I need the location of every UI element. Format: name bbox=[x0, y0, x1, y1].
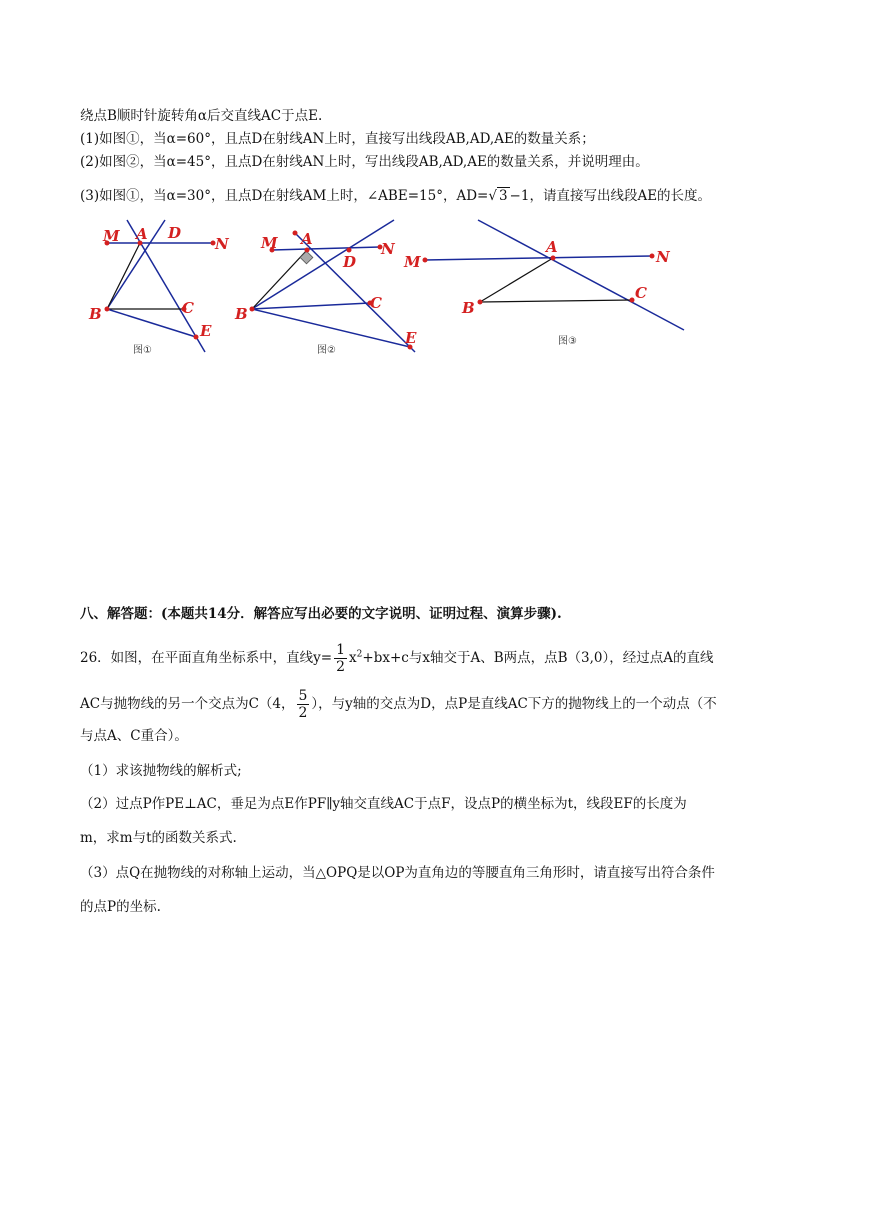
q26-line1 bbox=[80, 642, 714, 675]
fig3-caption: 图③ bbox=[558, 336, 577, 347]
fig2-label-m: M bbox=[261, 234, 278, 252]
fig3-seg-bc bbox=[480, 300, 632, 302]
q26-exponent: 2 bbox=[356, 649, 363, 660]
fig1-seg-ab bbox=[107, 243, 140, 309]
fig2-right-angle-mark bbox=[300, 251, 313, 264]
section8-heading: 八、解答题：(本题共14分．解答应写出必要的文字说明、证明过程、演算步骤). bbox=[80, 606, 562, 622]
fig1-point-e bbox=[194, 335, 199, 340]
fraction-denominator: 2 bbox=[298, 705, 308, 721]
q25-part1: (1)如图①，当α=60°，且点D在射线AN上时，直接写出线段AB,AD,AE的数量关系； bbox=[80, 131, 595, 147]
fig3-point-m bbox=[423, 258, 428, 263]
q26-line1-text-c: +bx+c与x轴交于A、B两点，点B（3,0），经过点A的直线 bbox=[362, 650, 714, 666]
fig1-point-b bbox=[105, 307, 110, 312]
q25-part3-text-a: (3)如图①，当α=30°，且点D在射线AM上时，∠ABE=15°，AD= bbox=[80, 188, 489, 204]
fig1-label-m: M bbox=[103, 227, 120, 245]
figure-1 bbox=[88, 220, 230, 356]
q25-part3-text-b: ，请直接写出线段AE的长度。 bbox=[529, 188, 712, 204]
fraction-numerator: 5 bbox=[298, 688, 308, 704]
fig2-line-mn bbox=[272, 247, 380, 250]
fig1-label-c: C bbox=[182, 299, 194, 317]
fig3-line-ac bbox=[478, 220, 684, 330]
fig2-label-d: D bbox=[343, 253, 357, 271]
fig1-label-e: E bbox=[200, 322, 212, 340]
fig2-label-a: A bbox=[301, 230, 313, 248]
q26-line2 bbox=[80, 688, 717, 721]
fig1-label-n: N bbox=[215, 235, 229, 253]
fig3-line-mn bbox=[425, 256, 652, 260]
geometry-figures bbox=[0, 0, 869, 380]
fig3-seg-ab bbox=[480, 258, 553, 302]
fig2-line-be bbox=[252, 309, 410, 347]
q26-sub2-line2: m，求m与t的函数关系式. bbox=[80, 830, 237, 846]
fraction-five-halves bbox=[297, 688, 310, 721]
fig2-seg-bc bbox=[252, 303, 370, 309]
q26-line2-text-b: ），与y轴的交点为D，点P是直线AC下方的抛物线上的一个动点（不 bbox=[311, 696, 717, 712]
q25-intro: 绕点B顺时针旋转角α后交直线AC于点E. bbox=[80, 108, 323, 124]
fig2-label-n: N bbox=[381, 240, 395, 258]
q25-part2: (2)如图②，当α=45°，且点D在射线AN上时，写出线段AB,AD,AE的数量关系，并说明理由。 bbox=[80, 154, 649, 170]
q26-line1-text-a: 26．如图，在平面直角坐标系中，直线y= bbox=[80, 650, 333, 666]
figure-3 bbox=[403, 220, 684, 347]
sqrt-expression: √ 3 bbox=[488, 188, 508, 204]
sqrt-radicand: 3 bbox=[498, 188, 508, 204]
fig2-point-b bbox=[250, 307, 255, 312]
fig1-label-a: A bbox=[136, 225, 148, 243]
fig2-label-c: C bbox=[370, 294, 382, 312]
q26-sub2-line1: （2）过点P作PE⊥AC，垂足为点E作PF∥y轴交直线AC于点F，设点P的横坐标为t，线段EF的长度为 bbox=[80, 796, 687, 812]
q26-sub1: （1）求该抛物线的解析式; bbox=[80, 763, 242, 779]
q26-line3: 与点A、C重合）。 bbox=[80, 728, 188, 744]
fig2-caption: 图② bbox=[317, 345, 336, 356]
fraction-denominator: 2 bbox=[336, 659, 346, 675]
fig3-point-a bbox=[551, 256, 556, 261]
q26-sub3-line1: （3）点Q在抛物线的对称轴上运动，当△OPQ是以OP为直角边的等腰直角三角形时，请直接写出符合条件 bbox=[80, 865, 715, 881]
fig3-point-n bbox=[650, 254, 655, 259]
fig3-label-b: B bbox=[462, 299, 475, 317]
fig2-point-a bbox=[305, 248, 310, 253]
fig3-label-c: C bbox=[635, 284, 647, 302]
fig3-label-n: N bbox=[656, 248, 670, 266]
fig2-label-b: B bbox=[235, 305, 248, 323]
fraction-numerator: 1 bbox=[336, 642, 346, 658]
fig3-point-b bbox=[478, 300, 483, 305]
figure-2 bbox=[234, 220, 417, 356]
fig3-label-a: A bbox=[546, 238, 558, 256]
fig1-caption: 图① bbox=[133, 345, 152, 356]
fig3-label-m: M bbox=[404, 253, 421, 271]
q26-line2-text-a: AC与抛物线的另一个交点为C（4， bbox=[80, 696, 295, 712]
fig1-label-d: D bbox=[168, 224, 182, 242]
fig2-point-d bbox=[347, 248, 352, 253]
fig2-point-top bbox=[293, 231, 298, 236]
fig3-point-c bbox=[630, 298, 635, 303]
fig2-label-e: E bbox=[405, 329, 417, 347]
fraction-one-half bbox=[334, 642, 347, 675]
fig1-label-b: B bbox=[89, 305, 102, 323]
minus-one: −1 bbox=[509, 188, 530, 204]
q26-x: x bbox=[349, 650, 357, 666]
q26-sub3-line2: 的点P的坐标. bbox=[80, 899, 161, 915]
